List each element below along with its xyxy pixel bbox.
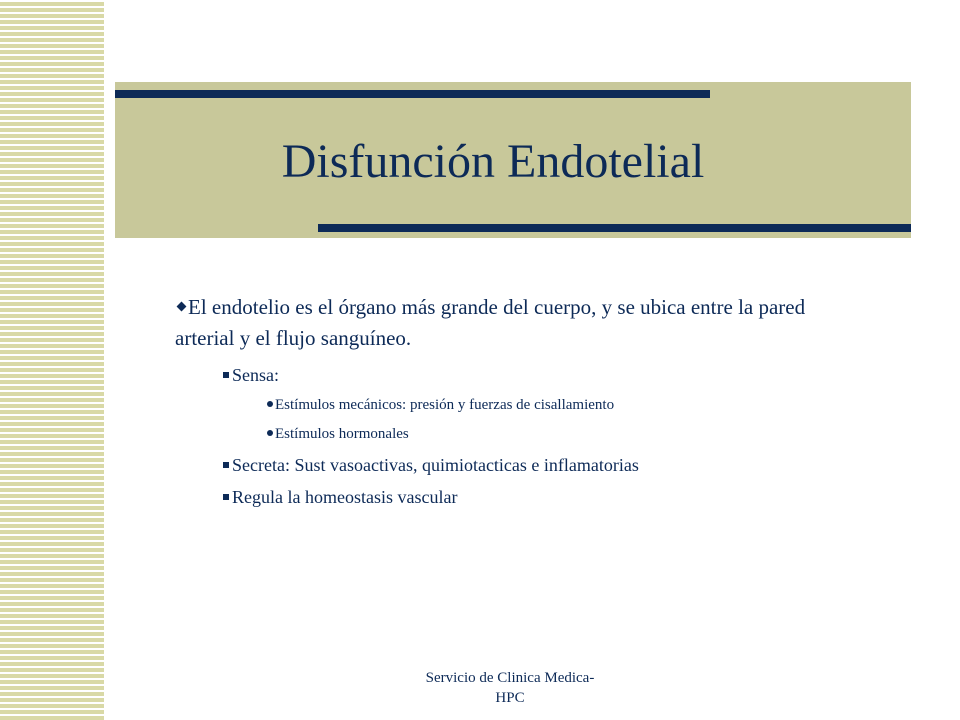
bullet-item-level2: [223, 454, 875, 476]
footer-line-1: Servicio de Clinica Medica-: [425, 670, 595, 686]
circle-icon: [267, 430, 273, 436]
bullet-item-level2: [223, 486, 875, 508]
diamond-icon: [177, 302, 187, 312]
bullet-text: Estímulos hormonales: [275, 426, 409, 442]
square-icon: [223, 462, 229, 468]
footer-line-2: HPC: [495, 690, 525, 706]
square-icon: [223, 372, 229, 378]
bullet-text: Estímulos mecánicos: presión y fuerzas de cisallamiento: [275, 397, 615, 413]
square-icon: [223, 494, 229, 500]
bullet-item-level2: [223, 364, 875, 386]
bullet-text: El endotelio es el órgano más grande del cuerpo, y se ubica entre la pared arterial y el flujo sanguíneo.: [175, 295, 806, 350]
bullet-item-level3: [267, 396, 875, 415]
bullet-text: Regula la homeostasis vascular: [232, 487, 458, 507]
bullet-item-level3: [267, 425, 875, 444]
bullet-item-level1: [175, 292, 835, 354]
circle-icon: [267, 401, 273, 407]
decorative-stripes: [0, 0, 104, 720]
slide-footer: [385, 668, 635, 708]
bullet-text: Secreta: Sust vasoactivas, quimiotacticas e inflamatorias: [232, 455, 639, 475]
title-bar-bottom: [318, 224, 911, 232]
slide-title: Disfunción Endotelial: [281, 135, 705, 188]
slide-body: [175, 292, 875, 518]
bullet-text: Sensa:: [232, 365, 279, 385]
title-bar-top: [115, 90, 710, 98]
